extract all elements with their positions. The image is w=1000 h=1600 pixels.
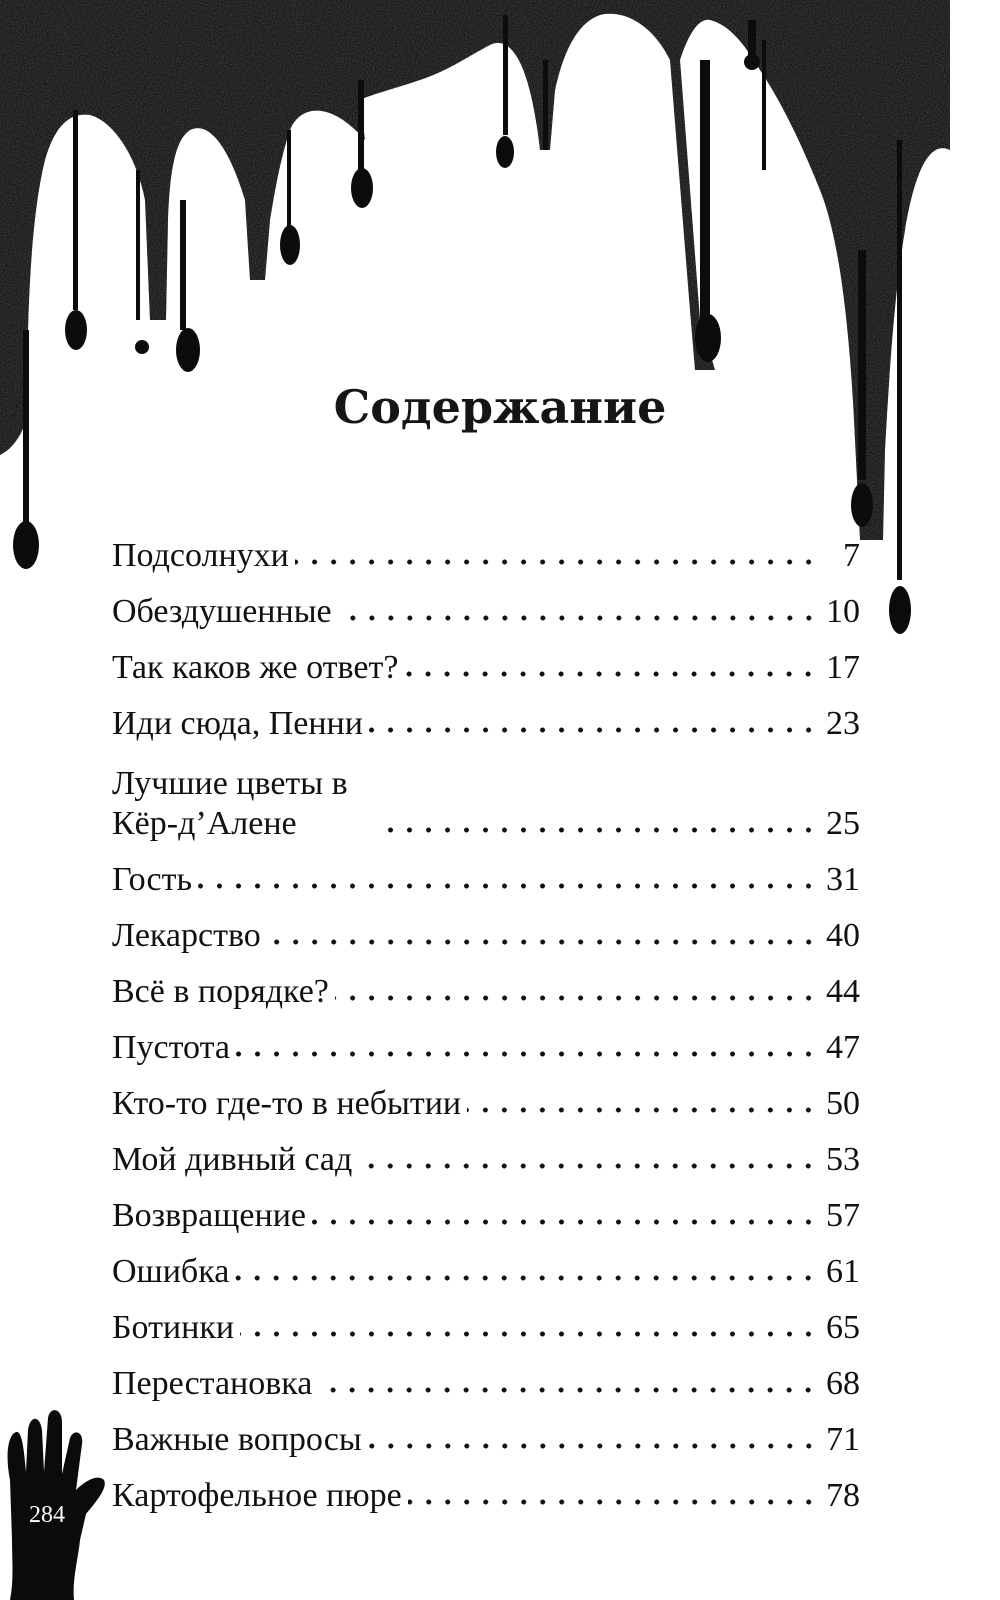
dot-leader	[295, 559, 818, 565]
toc-entry-page: 31	[826, 861, 860, 898]
toc-entry[interactable]	[112, 1180, 860, 1236]
toc-entry-title: Пустота	[112, 1029, 230, 1066]
dot-leader	[467, 1107, 818, 1113]
toc-entry-page: 53	[826, 1141, 860, 1178]
table-of-contents	[112, 520, 860, 1516]
toc-entry-title: Картофельное пюре	[112, 1477, 402, 1514]
toc-entry-title: Обездушенные	[112, 593, 332, 630]
toc-entry-page: 44	[826, 973, 860, 1010]
toc-entry[interactable]	[112, 520, 860, 576]
dot-leader	[404, 671, 818, 677]
toc-entry-title: Важные вопросы	[112, 1421, 362, 1458]
toc-entry-page: 71	[826, 1421, 860, 1458]
dot-leader	[368, 1443, 818, 1449]
toc-entry-page: 68	[826, 1365, 860, 1402]
toc-entry[interactable]	[112, 1236, 860, 1292]
toc-entry-page: 50	[826, 1085, 860, 1122]
dot-leader	[335, 995, 818, 1001]
toc-entry[interactable]	[112, 1404, 860, 1460]
dot-leader	[338, 615, 818, 621]
toc-entry[interactable]	[112, 576, 860, 632]
toc-entry-title: Лучшие цветы в Кёр-д’Алене	[112, 765, 348, 842]
toc-entry[interactable]	[112, 956, 860, 1012]
toc-entry[interactable]	[112, 1460, 860, 1516]
toc-entry-title: Перестановка	[112, 1365, 313, 1402]
toc-entry[interactable]	[112, 1068, 860, 1124]
dot-leader	[408, 1499, 818, 1505]
toc-entry[interactable]	[112, 900, 860, 956]
toc-entry-page: 78	[826, 1477, 860, 1514]
toc-entry[interactable]	[112, 632, 860, 688]
dot-leader	[235, 1275, 818, 1281]
toc-entry[interactable]	[112, 1012, 860, 1068]
toc-entry[interactable]	[112, 744, 860, 844]
toc-entry-title: Гость	[112, 861, 192, 898]
toc-entry-page: 40	[826, 917, 860, 954]
toc-entry-page: 65	[826, 1309, 860, 1346]
toc-entry-page: 47	[826, 1029, 860, 1066]
toc-entry-page: 57	[826, 1197, 860, 1234]
dot-leader	[318, 1387, 818, 1393]
toc-entry-title: Всё в порядке?	[112, 973, 329, 1010]
dot-leader	[312, 1219, 818, 1225]
dot-leader	[378, 827, 818, 833]
dot-leader	[198, 883, 818, 889]
toc-entry-title: Ошибка	[112, 1253, 230, 1290]
toc-entry-title: Мой дивный сад	[112, 1141, 353, 1178]
dot-leader	[358, 1163, 818, 1169]
toc-entry-title: Возвращение	[112, 1197, 307, 1234]
page-title: Содержание	[333, 380, 667, 434]
toc-entry-title: Лекарство	[112, 917, 261, 954]
toc-entry-title: Ботинки	[112, 1309, 235, 1346]
toc-entry-page: 17	[826, 649, 860, 686]
toc-entry-page: 10	[826, 593, 860, 630]
toc-entry[interactable]	[112, 1348, 860, 1404]
toc-entry-title: Так каков же ответ?	[112, 649, 399, 686]
dot-leader	[369, 727, 818, 733]
toc-entry[interactable]	[112, 1292, 860, 1348]
toc-entry-title: Иди сюда, Пенни	[112, 705, 363, 742]
toc-entry-title: Подсолнухи	[112, 537, 289, 574]
toc-entry-page: 25	[826, 805, 860, 842]
dot-leader	[267, 939, 818, 945]
dot-leader	[236, 1051, 818, 1057]
toc-entry[interactable]	[112, 688, 860, 744]
toc-entry-page: 61	[826, 1253, 860, 1290]
dot-leader	[240, 1331, 818, 1337]
toc-entry-title: Кто-то где-то в небытии	[112, 1085, 462, 1122]
toc-entry[interactable]	[112, 844, 860, 900]
toc-entry-page: 7	[843, 537, 860, 574]
toc-entry-page: 23	[826, 705, 860, 742]
toc-entry[interactable]	[112, 1124, 860, 1180]
page-number: 284	[29, 1502, 65, 1528]
